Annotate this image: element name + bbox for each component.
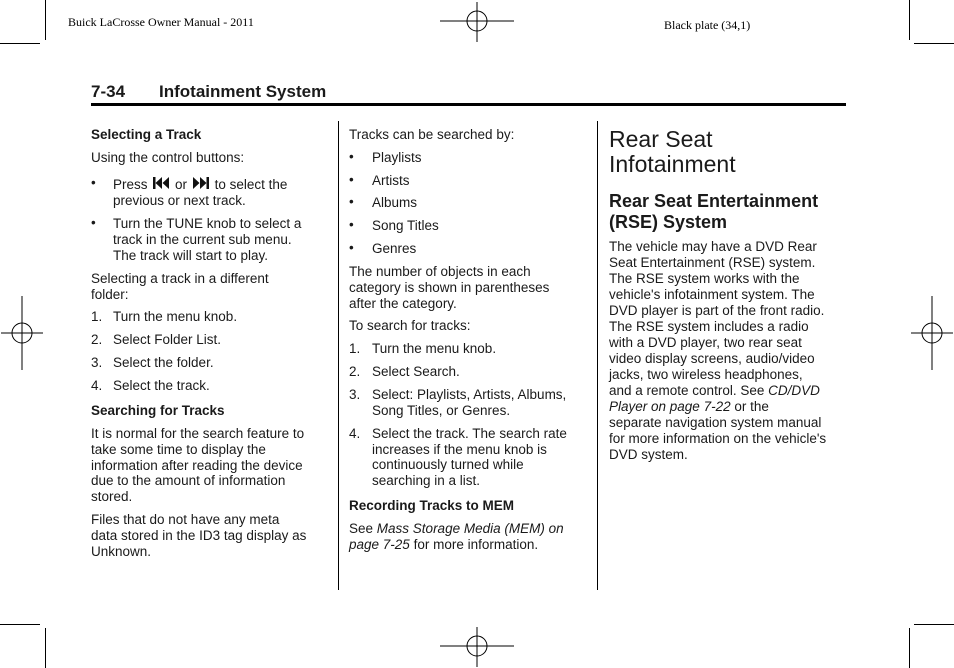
step-text-cont: continuously turned while: [372, 457, 524, 472]
paragraph-cont: [609, 399, 769, 415]
list-item: Artists: [372, 173, 410, 188]
column-divider: [338, 121, 339, 590]
list-item-cont: previous or next track.: [113, 193, 246, 208]
text: Press: [113, 177, 148, 192]
list-item: Albums: [372, 195, 418, 210]
list-item: [113, 176, 333, 193]
step-number: 2.: [91, 332, 103, 347]
paragraph-cont: The RSE system works with the: [609, 271, 800, 286]
step-text-cont: Song Titles, or Genres.: [372, 403, 511, 418]
column-divider: [597, 121, 598, 590]
paragraph-cont: folder:: [91, 287, 129, 302]
paragraph-cont: [349, 537, 538, 553]
step-text: Select the track. The search rate: [372, 426, 567, 441]
text: to select the: [214, 177, 288, 192]
bullet-icon: •: [349, 149, 354, 164]
step-number: 4.: [91, 378, 103, 393]
paragraph-cont: jacks, two wireless headphones,: [609, 367, 803, 382]
paragraph-cont: category is shown in parentheses: [349, 280, 550, 295]
paragraph-cont: data stored in the ID3 tag display as: [91, 528, 307, 543]
registration-mark-icon: [1, 296, 43, 370]
running-head: [91, 81, 846, 106]
subsection-heading-cont: (RSE) System: [609, 212, 728, 232]
text: for more information.: [413, 537, 539, 552]
plate-label: Black plate (34,1): [664, 18, 751, 32]
paragraph-cont: DVD system.: [609, 447, 688, 462]
text: or: [175, 177, 188, 192]
bullet-icon: •: [349, 172, 354, 187]
registration-mark-icon: [440, 2, 514, 42]
text: or the: [734, 399, 769, 414]
step-number: 3.: [91, 355, 103, 370]
step-text: Turn the menu knob.: [372, 341, 497, 356]
step-number: 1.: [91, 309, 103, 324]
list-item: Genres: [372, 241, 417, 256]
paragraph: To search for tracks:: [349, 318, 471, 333]
paragraph-cont: The RSE system includes a radio: [609, 319, 809, 334]
text: and a remote control. See: [609, 383, 765, 398]
subsection-heading: Rear Seat Entertainment: [609, 191, 819, 211]
paragraph: Using the control buttons:: [91, 150, 245, 165]
seek-forward-icon: [191, 176, 211, 190]
paragraph-cont: vehicle's infotainment system. The: [609, 287, 815, 302]
paragraph-cont: [609, 383, 820, 399]
paragraph: The vehicle may have a DVD Rear: [609, 239, 817, 254]
step-number: 3.: [349, 387, 361, 402]
step-text: Select Folder List.: [113, 332, 222, 347]
subheading-selecting-track: Selecting a Track: [91, 127, 202, 142]
list-item-cont: The track will start to play.: [113, 248, 269, 263]
bullet-icon: •: [349, 217, 354, 232]
paragraph-cont: with a DVD player, two rear seat: [609, 335, 802, 350]
paragraph: Files that do not have any meta: [91, 512, 280, 527]
paragraph: Selecting a track in a different: [91, 271, 269, 286]
paragraph-cont: stored.: [91, 489, 133, 504]
section-title: Infotainment System: [159, 82, 327, 101]
seek-back-icon: [151, 176, 171, 190]
step-text-cont: increases if the menu knob is: [372, 442, 547, 457]
bullet-icon: •: [349, 194, 354, 209]
step-number: 2.: [349, 364, 361, 379]
paragraph: The number of objects in each: [349, 264, 531, 279]
subheading-recording-tracks: Recording Tracks to MEM: [349, 498, 515, 513]
mem-cross-reference-link[interactable]: Mass Storage Media (MEM) on: [376, 521, 564, 536]
registration-mark-icon: [440, 627, 514, 667]
paragraph-cont: DVD player is part of the front radio.: [609, 303, 825, 318]
paragraph-cont: after the category.: [349, 296, 457, 311]
paragraph-cont: Unknown.: [91, 544, 152, 559]
page-number: 7-34: [91, 82, 126, 101]
step-text: Select: Playlists, Artists, Albums,: [372, 387, 567, 402]
subheading-searching-tracks: Searching for Tracks: [91, 403, 225, 418]
paragraph-cont: take some time to display the: [91, 442, 266, 457]
dvd-cross-reference-link[interactable]: CD/DVD: [768, 383, 820, 398]
step-text: Turn the menu knob.: [113, 309, 238, 324]
paragraph-cont: Seat Entertainment (RSE) system.: [609, 255, 816, 270]
bullet-icon: •: [91, 215, 96, 230]
text: See: [349, 521, 374, 536]
list-item: Playlists: [372, 150, 422, 165]
paragraph-cont: due to the amount of information: [91, 473, 286, 488]
paragraph: [349, 521, 564, 537]
list-item-cont: track in the current sub menu.: [113, 232, 292, 247]
section-heading: Rear Seat: [609, 126, 713, 152]
bullet-icon: •: [91, 175, 96, 190]
bullet-icon: •: [349, 240, 354, 255]
step-text: Select Search.: [372, 364, 460, 379]
step-number: 4.: [349, 426, 361, 441]
step-text: Select the track.: [113, 378, 210, 393]
paragraph-cont: information after reading the device: [91, 458, 303, 473]
list-item: Turn the TUNE knob to select a: [113, 216, 302, 231]
paragraph-cont: separate navigation system manual: [609, 415, 822, 430]
paragraph: It is normal for the search feature to: [91, 426, 305, 441]
list-item: Song Titles: [372, 218, 439, 233]
paragraph-cont: video display screens, audio/video: [609, 351, 815, 366]
step-text: Select the folder.: [113, 355, 214, 370]
registration-mark-icon: [911, 296, 953, 370]
dvd-page-reference-link[interactable]: Player on page 7-22: [609, 399, 731, 414]
step-number: 1.: [349, 341, 361, 356]
paragraph-cont: for more information on the vehicle's: [609, 431, 827, 446]
manual-title: Buick LaCrosse Owner Manual - 2011: [68, 15, 254, 29]
section-heading-cont: Infotainment: [609, 151, 736, 177]
mem-page-reference-link[interactable]: page 7-25: [349, 537, 410, 552]
paragraph: Tracks can be searched by:: [349, 127, 515, 142]
step-text-cont: searching in a list.: [372, 473, 481, 488]
